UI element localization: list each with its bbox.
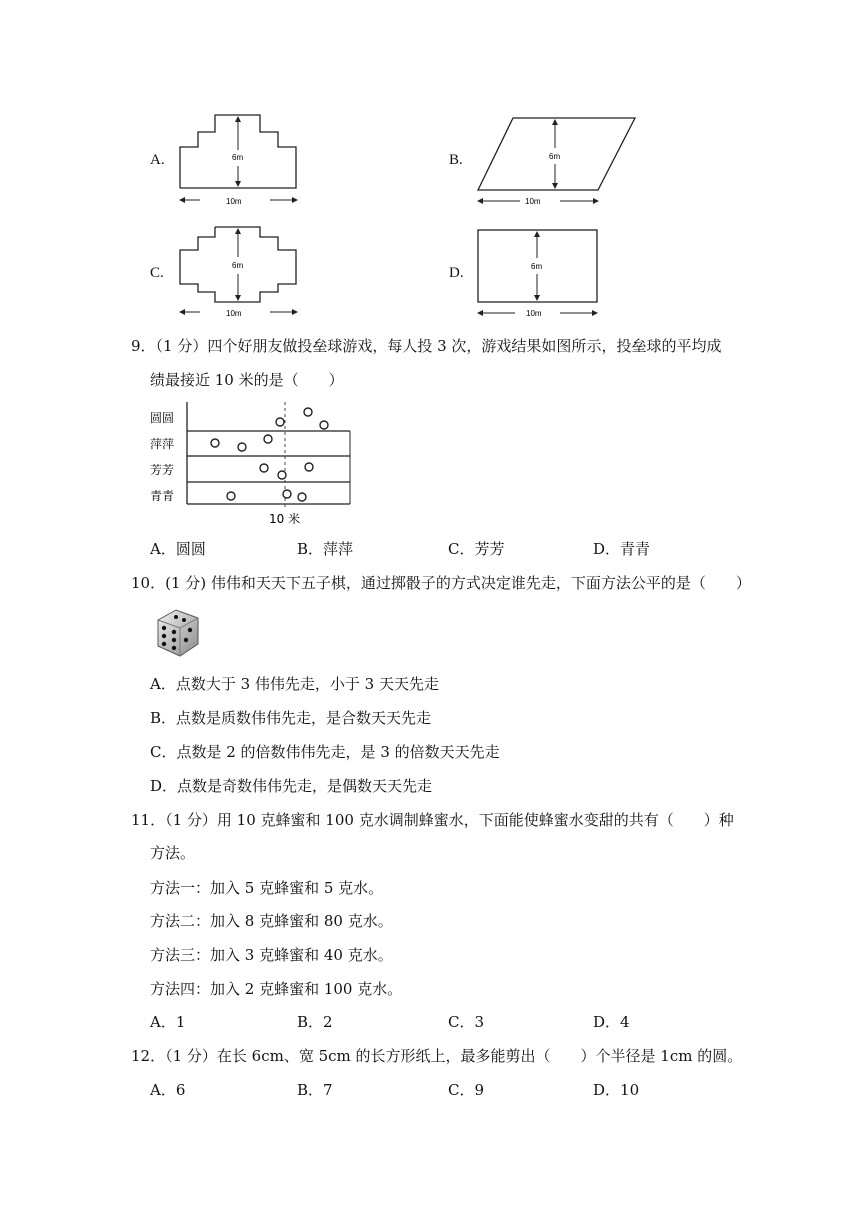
point-pingping-2: [238, 443, 246, 451]
height-label-c: 6m: [232, 261, 244, 270]
point-fangfang-1: [260, 464, 268, 472]
q12-option-a[interactable]: A．6: [150, 1081, 186, 1099]
q9-option-b[interactable]: B．萍萍: [297, 540, 354, 558]
point-yuanyuan-3: [320, 421, 328, 429]
q10-option-b[interactable]: B．点数是质数伟伟先走，是合数天天先走: [150, 709, 432, 727]
q10-option-a[interactable]: A．点数大于 3 伟伟先走，小于 3 天天先走: [150, 675, 439, 693]
q11-method-1: 方法一：加入 5 克蜂蜜和 5 克水。: [150, 879, 384, 897]
point-qingqing-3: [298, 493, 306, 501]
dice-icon: [152, 606, 204, 658]
width-label-d: 10m: [526, 309, 542, 318]
point-qingqing-2: [283, 490, 291, 498]
name-qingqing: 青青: [150, 489, 175, 503]
q9-option-d[interactable]: D．青青: [593, 540, 651, 558]
name-pingping: 萍萍: [150, 437, 175, 451]
q11-method-2: 方法二：加入 8 克蜂蜜和 80 克水。: [150, 912, 393, 930]
name-fangfang: 芳芳: [150, 463, 175, 477]
q8-option-a-label[interactable]: A.: [150, 152, 165, 168]
point-yuanyuan-2: [304, 408, 312, 416]
q11-option-a[interactable]: A．1: [150, 1013, 186, 1031]
q9-option-a[interactable]: A．圆圆: [150, 540, 206, 558]
q8-figure-c: [170, 222, 310, 322]
q11-stem-line2: 方法。: [150, 844, 196, 862]
q8-option-b-label[interactable]: B.: [449, 152, 463, 168]
point-pingping-1: [211, 439, 219, 447]
q8-figure-a: [170, 110, 310, 210]
q9-throw-chart: [145, 400, 355, 530]
point-pingping-3: [264, 435, 272, 443]
q11-option-b[interactable]: B．2: [297, 1013, 333, 1031]
point-fangfang-3: [305, 463, 313, 471]
q12-option-b[interactable]: B．7: [297, 1081, 333, 1099]
q8-option-d-label[interactable]: D.: [449, 265, 464, 281]
q8-option-c-label[interactable]: C.: [150, 265, 164, 281]
height-label-a: 6m: [232, 153, 244, 162]
q11-option-d[interactable]: D．4: [593, 1013, 630, 1031]
name-yuanyuan: 圆圆: [150, 411, 175, 425]
q11-method-4: 方法四：加入 2 克蜂蜜和 100 克水。: [150, 980, 403, 998]
q9-stem-line1: 9．（1 分）四个好朋友做投垒球游戏，每人投 3 次，游戏结果如图所示，投垒球的平均成: [131, 337, 722, 355]
height-label-d: 6m: [531, 262, 543, 271]
axis-label-10m: 10 米: [269, 512, 301, 526]
q8-figure-d: [470, 222, 610, 322]
q9-option-c[interactable]: C．芳芳: [448, 540, 505, 558]
q9-stem-line2: 绩最接近 10 米的是（ ）: [150, 371, 344, 389]
q12-option-d[interactable]: D．10: [593, 1081, 640, 1099]
q10-option-d[interactable]: D．点数是奇数伟伟先走，是偶数天天先走: [150, 777, 433, 795]
width-label-c: 10m: [226, 309, 242, 318]
q12-option-c[interactable]: C．9: [448, 1081, 485, 1099]
point-qingqing-1: [227, 492, 235, 500]
q8-figure-b: [470, 110, 640, 210]
q11-stem-line1: 11．（1 分）用 10 克蜂蜜和 100 克水调制蜂蜜水，下面能使蜂蜜水变甜的共有（ ）种: [131, 811, 734, 829]
width-label-b: 10m: [525, 197, 541, 206]
q11-option-c[interactable]: C．3: [448, 1013, 485, 1031]
point-fangfang-2: [278, 471, 286, 479]
width-label-a: 10m: [226, 197, 242, 206]
q10-stem: 10．(1 分) 伟伟和天天下五子棋，通过掷骰子的方式决定谁先走，下面方法公平的是（ ）: [131, 574, 751, 592]
q10-option-c[interactable]: C．点数是 2 的倍数伟伟先走，是 3 的倍数天天先走: [150, 743, 500, 761]
point-yuanyuan-1: [276, 418, 284, 426]
height-label-b: 6m: [549, 152, 561, 161]
q11-method-3: 方法三：加入 3 克蜂蜜和 40 克水。: [150, 946, 393, 964]
q12-stem: 12．（1 分）在长 6cm、宽 5cm 的长方形纸上，最多能剪出（ ）个半径是 1cm 的圆。: [131, 1047, 743, 1065]
